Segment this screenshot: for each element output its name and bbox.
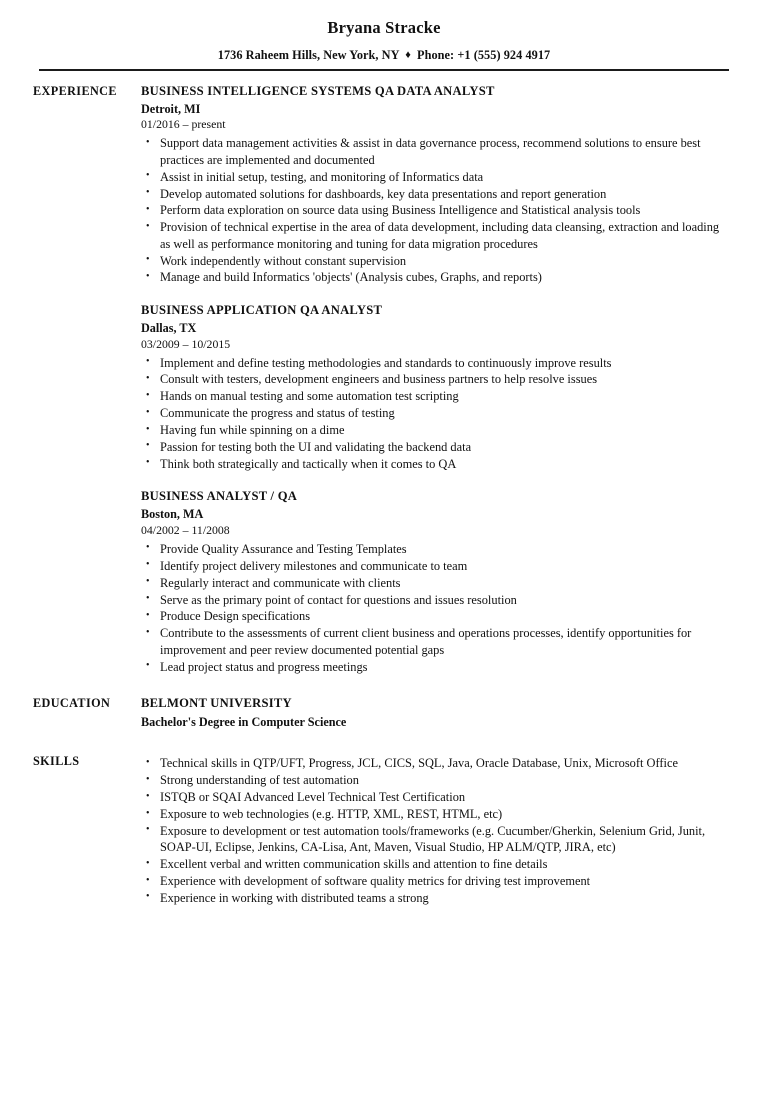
job-bullet: • Think both strategically and tactically when it comes to QA [141, 456, 723, 472]
job-dates: 01/2016 – present [141, 117, 226, 132]
job-bullet: • Perform data exploration on source data using Business Intelligence and Statistical analysis tools [141, 202, 723, 218]
section-experience [33, 83, 723, 676]
skill-bullet: • Exposure to development or test automation tools/frameworks (e.g. Cucumber/Gherkin, Selenium Grid, Junit, SOAP-UI, Eclipse, Jenkins, CA-Lisa, Ant, Maven, Visual Studio, HP ALM/QTP, JIRA, etc) [141, 823, 723, 856]
education-degree: Bachelor's Degree in Computer Science [141, 714, 347, 729]
education-entries [141, 695, 723, 731]
job-title: BUSINESS INTELLIGENCE SYSTEMS QA DATA ANALYST [141, 83, 495, 98]
job-bullet: • Produce Design specifications [141, 608, 723, 624]
skill-bullet: • ISTQB or SQAI Advanced Level Technical Test Certification [141, 789, 723, 805]
experience-entry [141, 302, 723, 472]
job-bullet: • Provide Quality Assurance and Testing Templates [141, 541, 723, 557]
resume-header [0, 0, 768, 71]
job-bullet: • Assist in initial setup, testing, and monitoring of Informatics data [141, 169, 723, 185]
education-school: BELMONT UNIVERSITY [141, 696, 292, 711]
skill-bullet: • Exposure to web technologies (e.g. HTTP, XML, REST, HTML, etc) [141, 806, 723, 822]
skills-bullet-list [141, 755, 723, 906]
job-bullet: • Consult with testers, development engineers and business partners to help resolve issues [141, 371, 723, 387]
job-bullet: • Manage and build Informatics 'objects' (Analysis cubes, Graphs, and reports) [141, 269, 723, 285]
job-bullet: • Communicate the progress and status of testing [141, 405, 723, 421]
section-label-education: EDUCATION [33, 696, 111, 711]
job-bullet: • Provision of technical expertise in the area of data development, including data cleansing, extraction and loading as well as performance monitoring and tuning for data migration procedures [141, 219, 723, 252]
job-bullet: • Lead project status and progress meetings [141, 659, 723, 675]
job-title: BUSINESS ANALYST / QA [141, 489, 298, 504]
job-bullet: • Serve as the primary point of contact for questions and issues resolution [141, 592, 723, 608]
job-dates: 04/2002 – 11/2008 [141, 522, 230, 537]
experience-entry [141, 83, 723, 286]
experience-entry [141, 488, 723, 675]
resume-content [0, 71, 768, 907]
section-label-experience: EXPERIENCE [33, 83, 117, 98]
skills-entries [141, 753, 723, 906]
job-location: Boston, MA [141, 507, 204, 522]
skill-bullet: • Experience with development of software quality metrics for driving test improvement [141, 873, 723, 889]
skill-bullet: • Excellent verbal and written communication skills and attention to fine details [141, 856, 723, 872]
job-bullet-list [141, 135, 723, 285]
contact-phone: Phone: +1 (555) 924 4917 [417, 47, 551, 62]
job-bullet: • Passion for testing both the UI and validating the backend data [141, 439, 723, 455]
job-bullet: • Having fun while spinning on a dime [141, 422, 723, 438]
job-bullet: • Contribute to the assessments of current client business and operations processes, identify opportunities for improvement and peer review documented potential gaps [141, 625, 723, 658]
skill-bullet: • Experience in working with distributed teams a strong [141, 890, 723, 906]
experience-entries [141, 83, 723, 676]
diamond-separator-icon: ♦ [405, 49, 411, 62]
section-label-skills: SKILLS [33, 754, 80, 769]
contact-address: 1736 Raheem Hills, New York, NY [217, 47, 400, 62]
skill-bullet: • Strong understanding of test automation [141, 772, 723, 788]
job-bullet: • Regularly interact and communicate with clients [141, 575, 723, 591]
job-bullet-list [141, 541, 723, 675]
job-bullet: • Hands on manual testing and some automation test scripting [141, 388, 723, 404]
job-bullet-list [141, 355, 723, 473]
job-title: BUSINESS APPLICATION QA ANALYST [141, 302, 383, 317]
job-bullet: • Support data management activities & assist in data governance process, recommend solutions to ensure best practices are implemented and documented [141, 135, 723, 168]
job-bullet: • Work independently without constant supervision [141, 253, 723, 269]
job-location: Detroit, MI [141, 101, 201, 116]
candidate-name: Bryana Stracke [327, 18, 441, 37]
contact-line [0, 48, 768, 63]
job-location: Dallas, TX [141, 321, 197, 336]
section-skills [33, 753, 723, 906]
job-bullet: • Implement and define testing methodologies and standards to continuously improve results [141, 355, 723, 371]
section-education [33, 695, 723, 731]
job-bullet: • Develop automated solutions for dashboards, key data presentations and report generation [141, 186, 723, 202]
job-dates: 03/2009 – 10/2015 [141, 336, 231, 351]
skill-bullet: • Technical skills in QTP/UFT, Progress, JCL, CICS, SQL, Java, Oracle Database, Unix, Microsoft Office [141, 755, 723, 771]
job-bullet: • Identify project delivery milestones and communicate to team [141, 558, 723, 574]
